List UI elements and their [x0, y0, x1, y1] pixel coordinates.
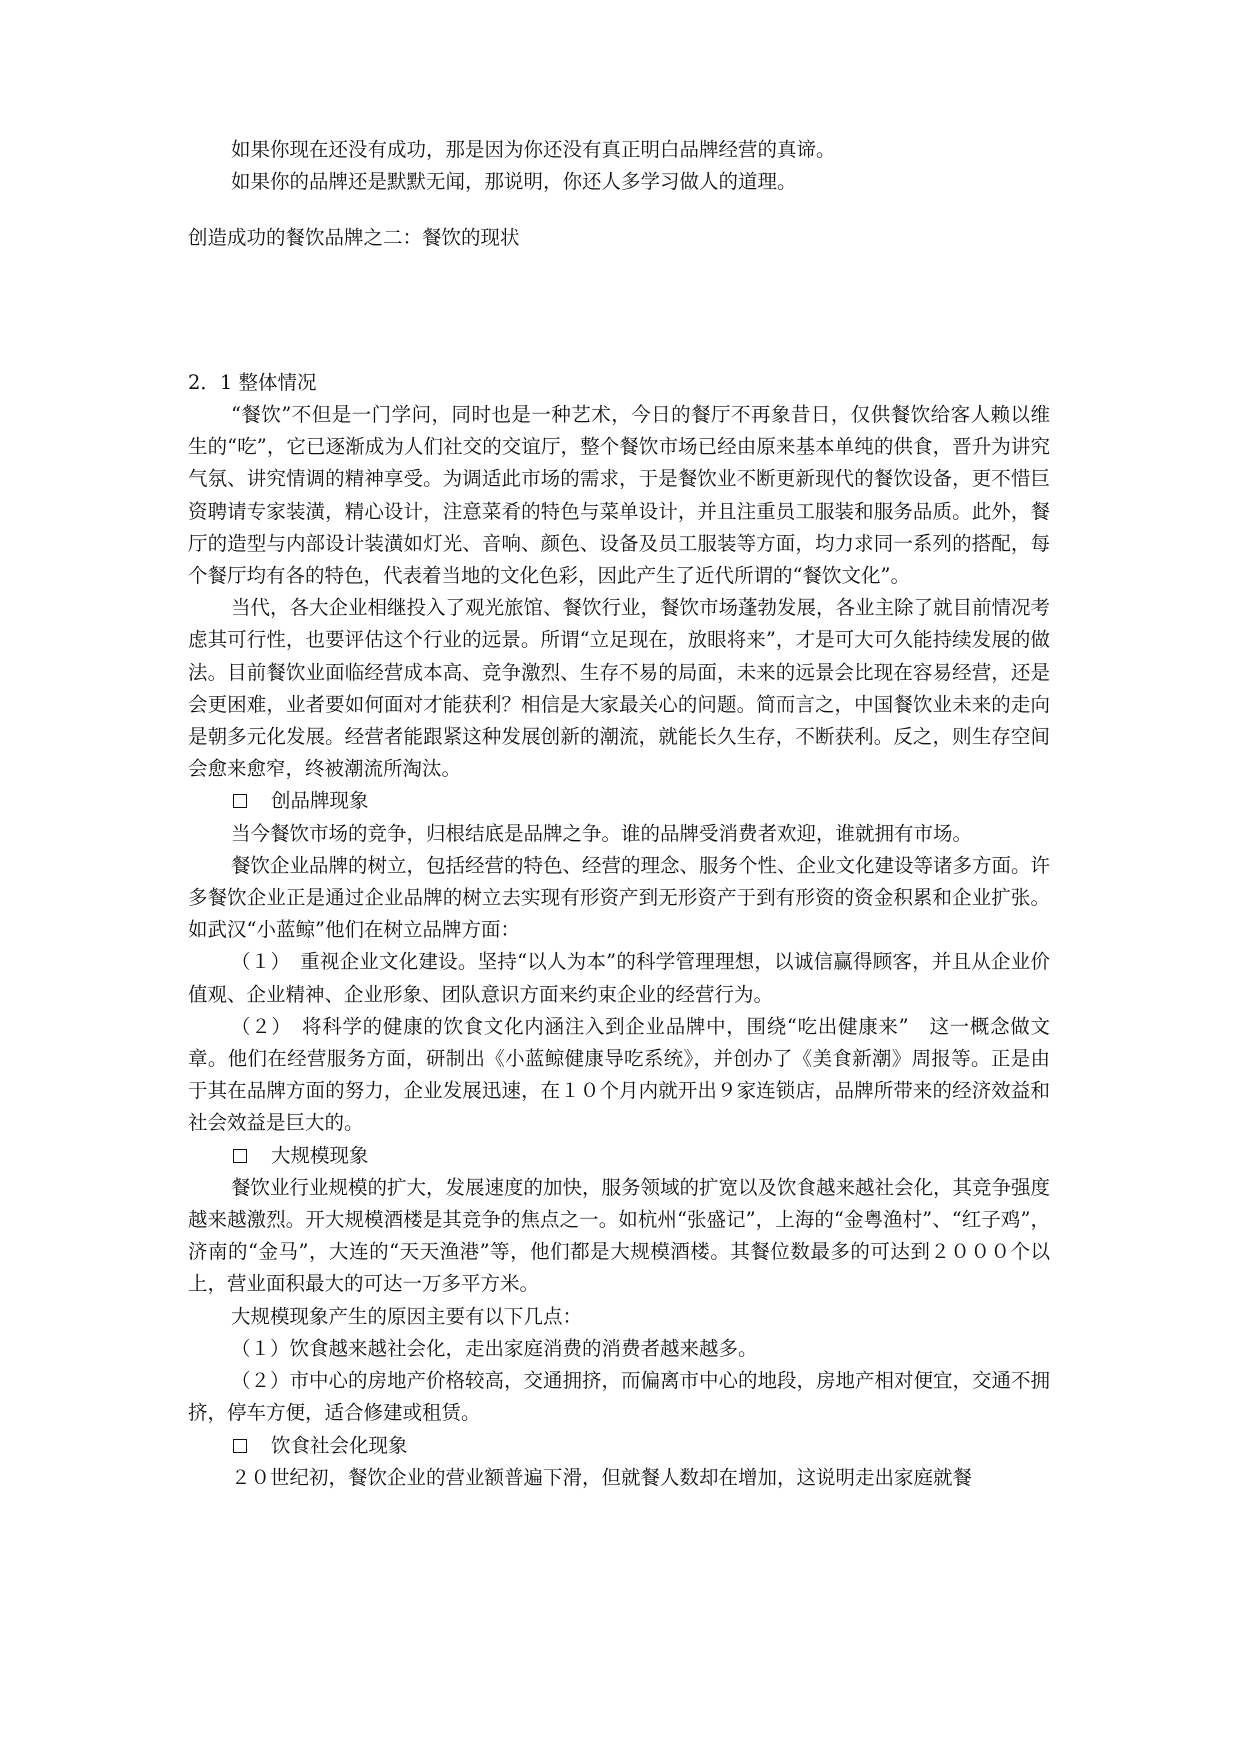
paragraph: 当今餐饮市场的竞争，归根结底是品牌之争。谁的品牌受消费者欢迎，谁就拥有市场。	[231, 821, 973, 845]
section-title: 2．1 整体情况	[188, 371, 317, 394]
paragraph: （１） 重视企业文化建设。坚持“以人为本”的科学管理理想，以诚信赢得顾客，并且从企业价值观、企业精神、企业形象、团队意识方面来约束企业的经营行为。	[188, 950, 1050, 1006]
bullet-heading	[188, 1140, 1050, 1172]
bullet-label: 饮食社会化现象	[271, 1433, 408, 1457]
paragraph: （１）饮食越来越社会化，走出家庭消费的消费者越来越多。	[231, 1336, 758, 1360]
bullet-heading	[188, 1430, 1050, 1462]
bullet-label: 创品牌现象	[271, 789, 369, 813]
checkbox-icon	[233, 794, 247, 808]
body-block	[188, 367, 1050, 1494]
bullet-heading	[188, 785, 1050, 817]
paragraph: 餐饮业行业规模的扩大，发展速度的加快，服务领域的扩宽以及饮食越来越社会化，其竞争强度越来越激烈。开大规模酒楼是其竞争的焦点之一。如杭州“张盛记”，上海的“金粤渔村”、“红子鸡”，济南的“金马”，大连的“天天渔港”等，他们都是大规模酒楼。其餐位数最多的可达到２０００个以上，营业面积最大的可达一万多平方米。	[188, 1175, 1051, 1296]
intro-line: 如果你现在还没有成功，那是因为你还没有真正明白品牌经营的真谛。	[231, 138, 836, 161]
chapter-title-block	[188, 222, 1050, 254]
bullet-label: 大规模现象	[271, 1143, 369, 1167]
paragraph: ２０世纪初，餐饮企业的营业额普遍下滑，但就餐人数却在增加，这说明走出家庭就餐	[231, 1465, 973, 1489]
paragraph: 大规模现象产生的原因主要有以下几点：	[231, 1304, 583, 1328]
paragraph: （２）市中心的房地产价格较高，交通拥挤，而偏离市中心的地段，房地产相对便宜，交通不拥挤，停车方便，适合修建或租赁。	[188, 1369, 1051, 1425]
paragraph: 餐饮企业品牌的树立，包括经营的特色、经营的理念、服务个性、企业文化建设等诸多方面。许多餐饮企业正是通过企业品牌的树立去实现有形资产到无形资产于到有形资的资金积累和企业扩张。如武汉“小蓝鲸”他们在树立品牌方面：	[188, 853, 1051, 942]
paragraph: （２） 将科学的健康的饮食文化内涵注入到企业品牌中，围绕“吃出健康来” 这一概念做文章。他们在经营服务方面，研制出《小蓝鲸健康导吃系统》，并创办了《美食新潮》周报等。正是由于其在品牌方面的努力，企业发展迅速，在１０个月内就开出９家连锁店，品牌所带来的经济效益和社会效益是巨大的。	[188, 1014, 1050, 1135]
intro-line: 如果你的品牌还是默默无闻，那说明，你还人多学习做人的道理。	[231, 170, 797, 194]
paragraph: 当代，各大企业相继投入了观光旅馆、餐饮行业，餐饮市场蓬勃发展，各业主除了就目前情况考虑其可行性，也要评估这个行业的远景。所谓“立足现在，放眼将来”，才是可大可久能持续发展的做法。目前餐饮业面临经营成本高、竞争激烈、生存不易的局面，未来的远景会比现在容易经营，还是会更困难，业者要如何面对才能获利？相信是大家最关心的问题。简而言之，中国餐饮业未来的走向是朝多元化发展。经营者能跟紧这种发展创新的潮流，就能长久生存，不断获利。反之，则生存空间会愈来愈窄，终被潮流所淘汰。	[188, 596, 1051, 781]
checkbox-icon	[233, 1439, 247, 1453]
checkbox-icon	[233, 1149, 247, 1163]
chapter-title: 创造成功的餐饮品牌之二：餐饮的现状	[188, 226, 520, 249]
paragraph: “餐饮”不但是一门学问，同时也是一种艺术，今日的餐厅不再象昔日，仅供餐饮给客人赖以维生的“吃”，它已逐渐成为人们社交的交谊厅，整个餐饮市场已经由原来基本单纯的供食，晋升为讲究气氛、讲究情调的精神享受。为调适此市场的需求，于是餐饮业不断更新现代的餐饮设备，更不惜巨资聘请专家装潢，精心设计，注意菜肴的特色与菜单设计，并且注重员工服装和服务品质。此外，餐厅的造型与内部设计装潢如灯光、音响、颜色、设备及员工服装等方面，均力求同一系列的搭配，每个餐厅均有各的特色，代表着当地的文化色彩，因此产生了近代所谓的“餐饮文化”。	[188, 403, 1050, 588]
intro-block	[188, 134, 1050, 198]
